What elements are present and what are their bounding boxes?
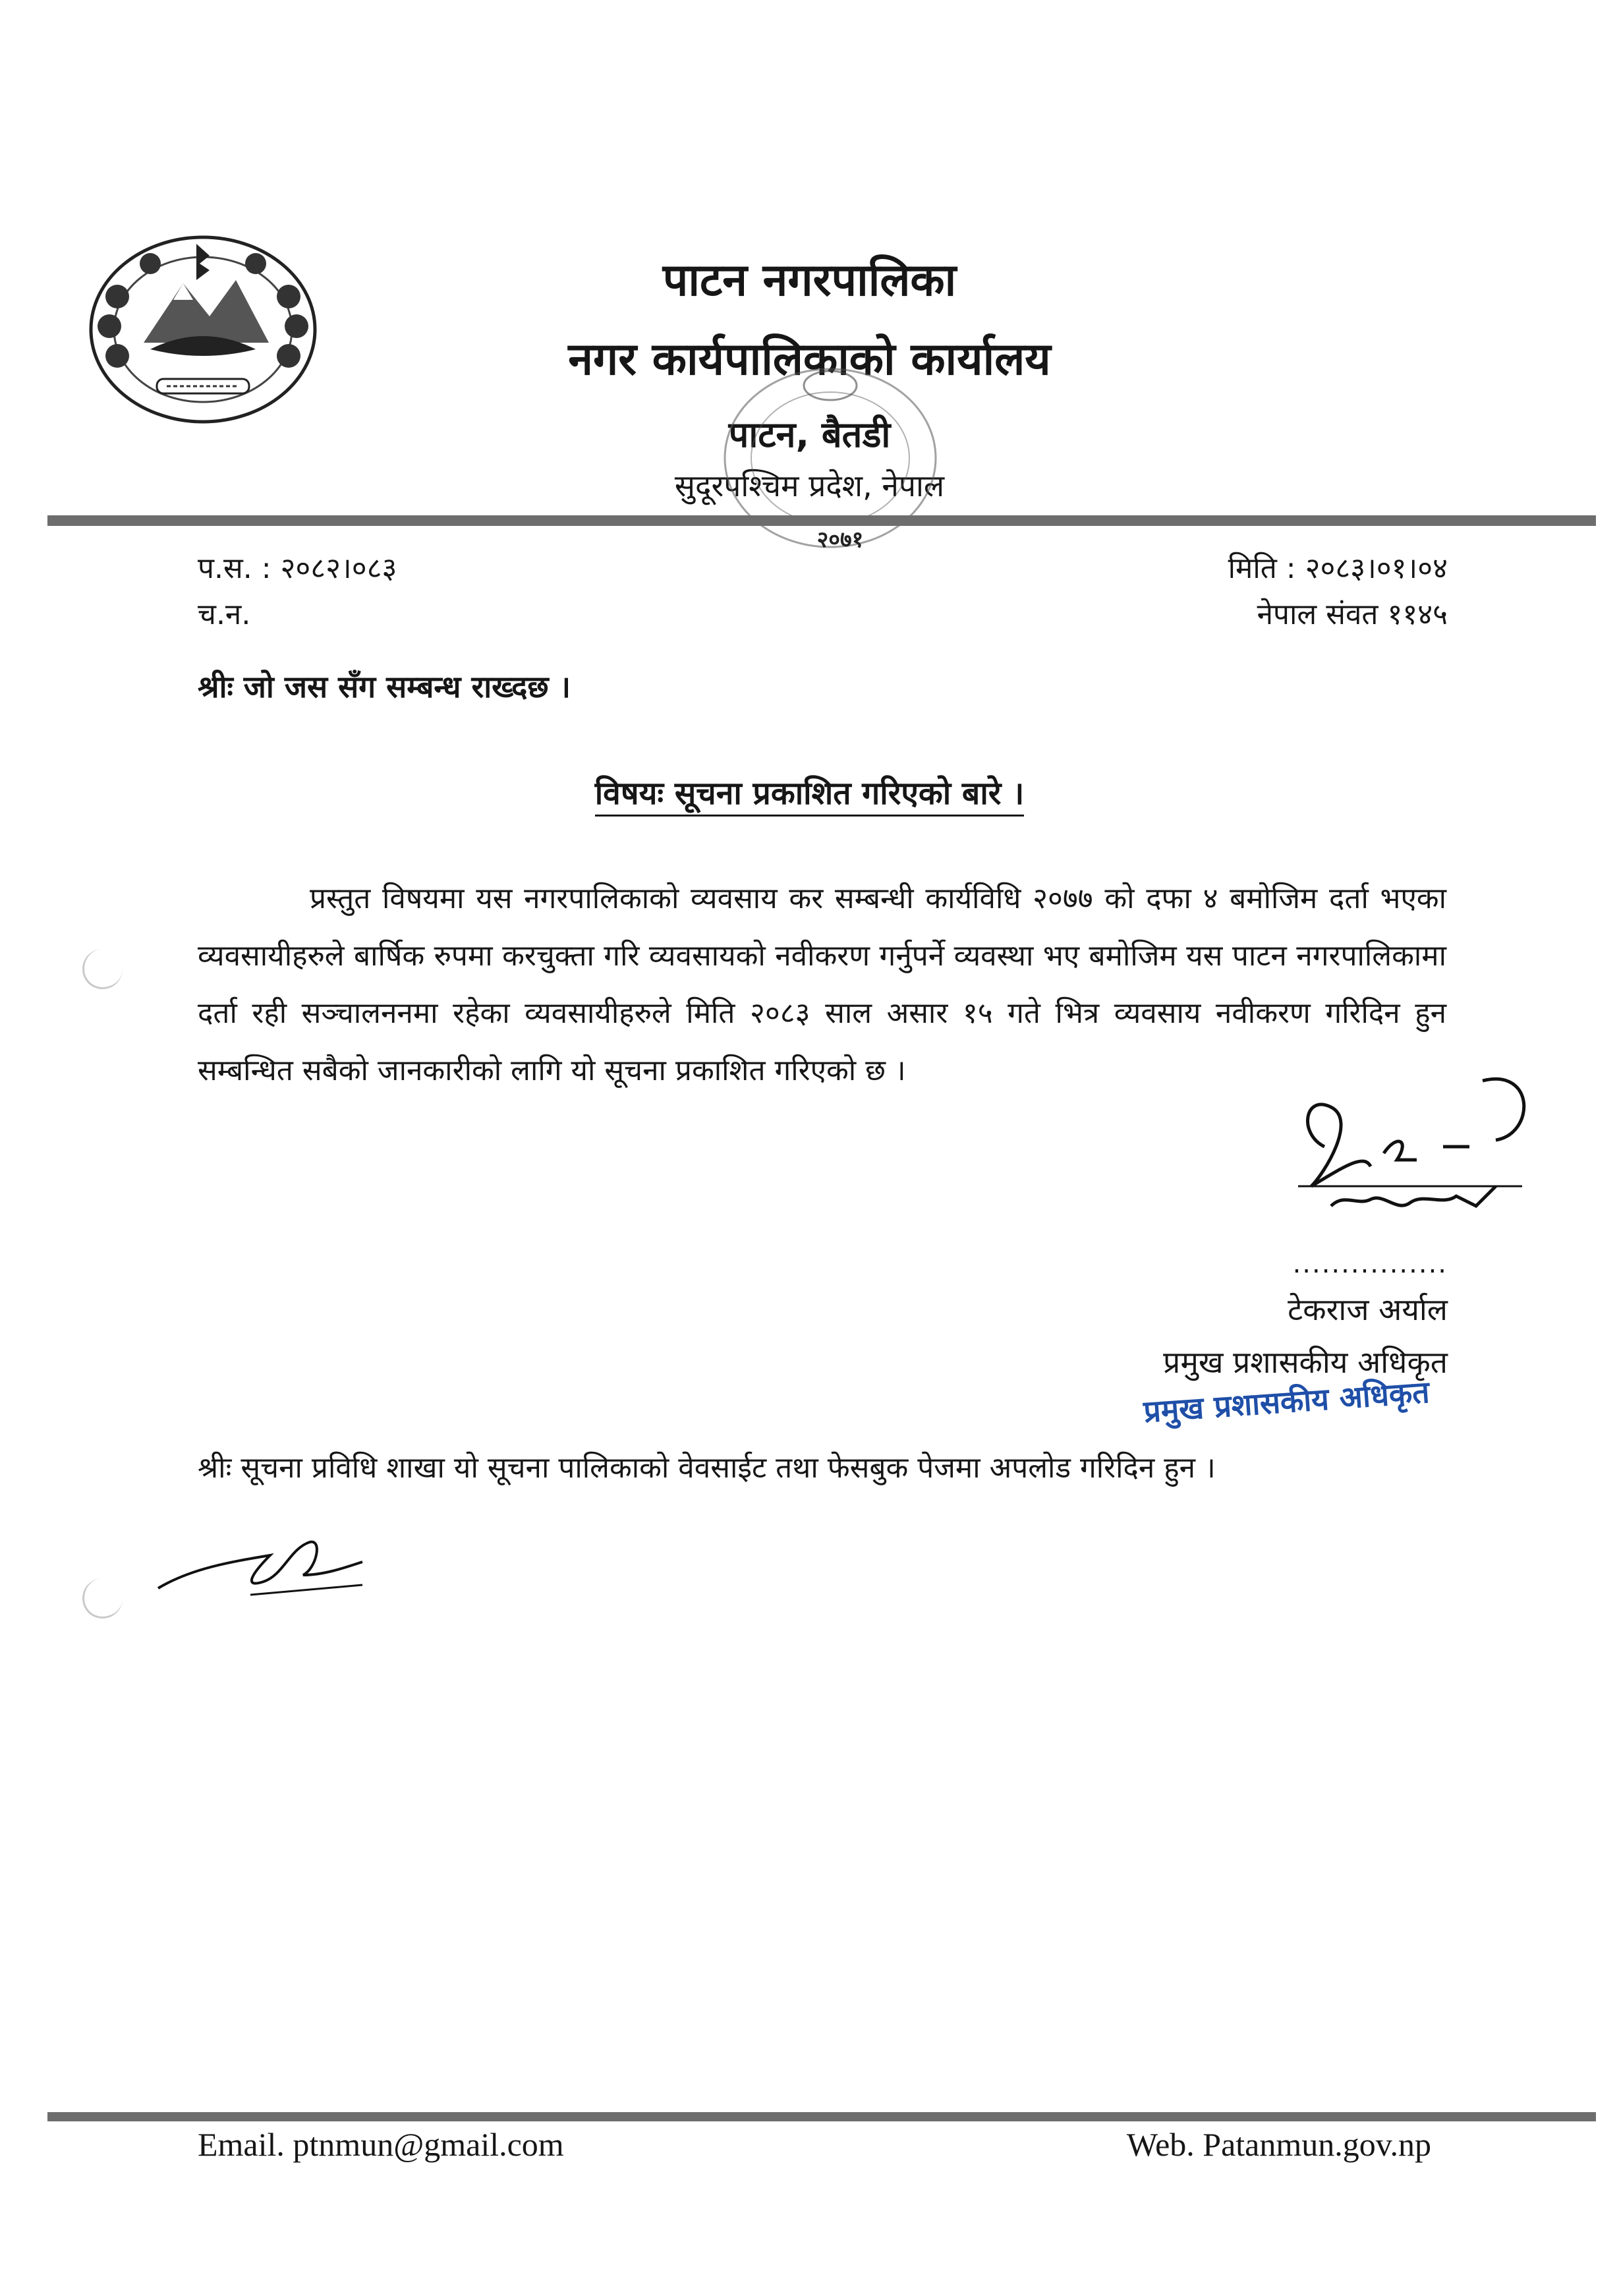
municipality-name: पाटन नगरपालिका — [662, 254, 957, 306]
reference-number: प.स. : २०८२।०८३ — [198, 552, 397, 585]
office-name: नगर कार्यपालिकाको कार्यालय — [568, 333, 1051, 386]
letter-date: मिति : २०८३।०१।०४ — [1228, 552, 1448, 585]
subject-line — [0, 771, 1619, 814]
footer-rule — [47, 2112, 1596, 2121]
notice-body — [198, 870, 1446, 1099]
initials-signature — [152, 1522, 376, 1608]
notice-body-text: प्रस्तुत विषयमा यस नगरपालिकाको व्यवसाय कर सम्बन्धी कार्यविधि २०७७ को दफा ४ बमोजिम दर्ता भएका व्यवसायीहरुले बार्षिक रुपमा करचुक्ता गरि व्यवसायको नवीकरण गर्नुपर्ने व्यवस्था भए बमोजिम यस पाटन नगरपालिकामा दर्ता रही सञ्चालननमा रहेका व्यवसायीहरुले मिति २०८३ साल असार १५ गते भित्र व्यवसाय नवीकरण गरिदिन हुन सम्बन्धित सबैको जानकारीको लागि यो सूचना प्रकाशित गरिएको छ । — [198, 882, 1446, 1087]
header-rule — [47, 515, 1596, 526]
dispatch-number: च.न. — [198, 598, 251, 631]
office-location: पाटन, बैतडी — [728, 414, 891, 455]
signatory-name: टेकराज अर्याल — [1288, 1292, 1448, 1327]
salutation: श्रीः जो जस सँग सम्बन्ध राख्दछ । — [198, 669, 571, 704]
signatory-designation: प्रमुख प्रशासकीय अधिकृत — [1163, 1344, 1448, 1380]
designation-stamp: प्रमुख प्रशासकीय अधिकृत — [1142, 1373, 1431, 1430]
punch-hole-mark — [82, 1578, 123, 1619]
stamp-year: २०७१ — [816, 527, 864, 553]
province-country: सुदूरपश्चिम प्रदेश, नेपाल — [674, 468, 945, 503]
subject-text: विषयः सूचना प्रकाशित गरिएको बारे । — [595, 775, 1025, 817]
signature-line: ................ — [1292, 1249, 1448, 1279]
copy-to-note: श्रीः सूचना प्रविधि शाखा यो सूचना पालिकाको वेवसाईट तथा फेसबुक पेजमा अपलोड गरिदिन हुन । — [198, 1451, 1216, 1485]
footer-email: Email. ptnmun@gmail.com — [198, 2126, 564, 2163]
footer-website: Web. Patanmun.gov.np — [1126, 2126, 1431, 2163]
handwritten-signature — [1285, 1054, 1562, 1265]
punch-hole-mark — [82, 949, 123, 989]
nepal-sambat-date: नेपाल संवत ११४५ — [1257, 598, 1448, 631]
office-seal-stamp — [698, 359, 982, 557]
